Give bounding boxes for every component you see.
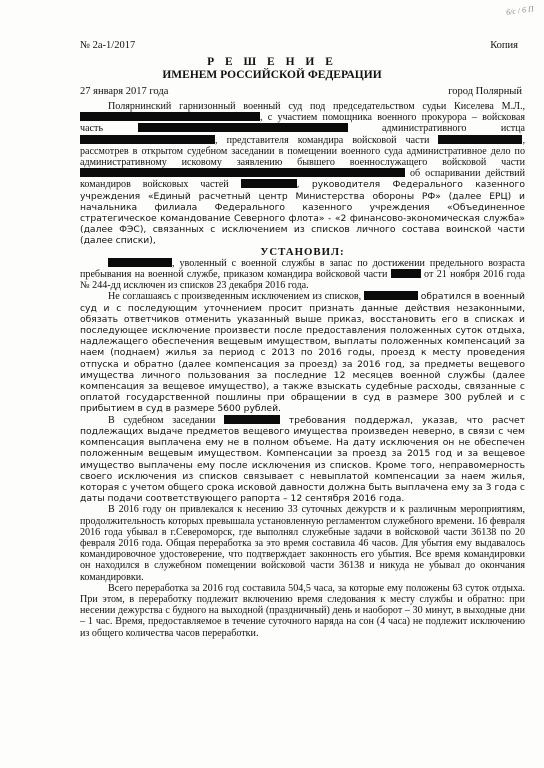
copy-label: Копия: [490, 40, 518, 51]
redaction-box: [108, 258, 172, 267]
redaction-box: [80, 112, 260, 121]
paragraph-6: Всего переработка за 2016 год составила 504,5 часа, за которые ему положены 63 суток отдыха. При этом, в переработку подлежит включению время следования к месту службы и обратно: при несении дежурства с будного на выходной (праздничный) день и наоборот – 30 минут, в выходные дни – 1 час. Время, предоставляемое в течение суточного наряда на сон (4 часа) не подлежит исключению из общего количества часов переработки.: [80, 582, 525, 639]
paragraph-intro: Полярнинский гарнизонный военный суд под председательством судьи Киселева М.Л., , с участием помощника военного прокурора – войсковая часть административного истца , представителя командира войсковой части , рассмотрев в открытом судебном заседании в помещении военного суда административное дело по административному исковому заявлению бывшего военнослужащего войсковой части об оспаривании действий командиров войсковых частей , руководителя Федерального казенного учреждения «Единый расчетный центр Министерства обороны РФ» (далее ЕРЦ) и начальника филиала Федерального казенного учреждения «Объединенное стратегическое командование Северного флота» - «2 финансово-экономическая служба» (далее ФЭС), связанных с исключением из списков личного состава воинской части (далее списки),: [80, 101, 525, 247]
redaction-box: [80, 168, 405, 177]
decision-city: город Полярный: [448, 86, 522, 97]
redaction-box: [80, 135, 215, 144]
redaction-box: [391, 269, 421, 278]
case-number: № 2а-1/2017: [80, 40, 136, 51]
section-title: УСТАНОВИЛ:: [260, 245, 345, 258]
document-body: [80, 101, 525, 639]
handwritten-note: 6/с / 6 П: [505, 4, 535, 17]
redaction-box: [224, 415, 280, 424]
paragraph-5: В 2016 году он привлекался к несению 33 суточных дежурств и к различным мероприятиям, продолжительность которых превышала установленную регламентом служебного времени. 16 февраля 2016 года убывал в г.Североморск, где выполнял служебные задачи в войсковой части 36138 по 20 февраля 2016 года. Общая переработка за это время составила 46 часов. Для убытия ему выдавалось командировочное удостоверение, что подтверждает законность его убытия. Все время командировки он находился в служебном помещении войсковой части 36138 и никуда не убывал до окончания командировки.: [80, 504, 525, 583]
document-title: Р Е Ш Е Н И Е: [207, 56, 337, 68]
redaction-box: [364, 291, 418, 300]
redaction-box: [438, 135, 522, 144]
redaction-box: [241, 179, 297, 188]
redaction-box: [138, 123, 348, 132]
paragraph-2: , уволенный с военной службы в запас по достижении предельного возраста пребывания на военной службе, приказом командира войсковой части от 21 ноября 2016 года № 244-дд исключен из списков 23 декабря 2016 года.: [80, 257, 525, 292]
document-subtitle: ИМЕНЕМ РОССИЙСКОЙ ФЕДЕРАЦИИ: [162, 69, 382, 81]
paragraph-3: Не соглашаясь с произведенным исключением из списков, обратился в военный суд и с последующим уточнением просит признать данные действия незаконными, обязать ответчиков отменить указанный выше приказ, восстановить его в списках и последующее исключение произвести после предоставления положенных суток отдыха, надлежащего обеспечения вещевым имуществом, выплаты положенных компенсаций за наем (поднаем) жилья за период с 2013 по 2016 годы, проезд к месту проведения отпуска и обратно (далее компенсация за проезд) за 2016 год, за предметы вещевого имущества личного пользования за последние 12 месяцев военной службы (далее компенсация за вещевое имущество), а также взыскать судебные расходы, связанные с оплатой государственной пошлины при обращении в суд в размере 300 рублей и с прибытием в суд в размере 5600 рублей.: [80, 291, 525, 415]
decision-date: 27 января 2017 года: [80, 86, 169, 97]
paragraph-4: В судебном заседании требования поддержал, указав, что расчет подлежащих выдаче предметов вещевого имущества произведен неверно, в связи с чем компенсация выплачена ему не в полном объеме. На дату исключения он не обеспечен положенным вещевым имуществом. Компенсации за проезд за 2015 год и за вещевое имущество выплачены ему после исключения из списков. Кроме того, неправомерность своего исключения из списков связывает с невыплатой компенсации за наем жилья, которая с учетом общего срока исковой давности должна быть выплачена ему за 3 года с даты подачи соответствующего рапорта – 12 сентября 2016 года.: [80, 414, 526, 505]
